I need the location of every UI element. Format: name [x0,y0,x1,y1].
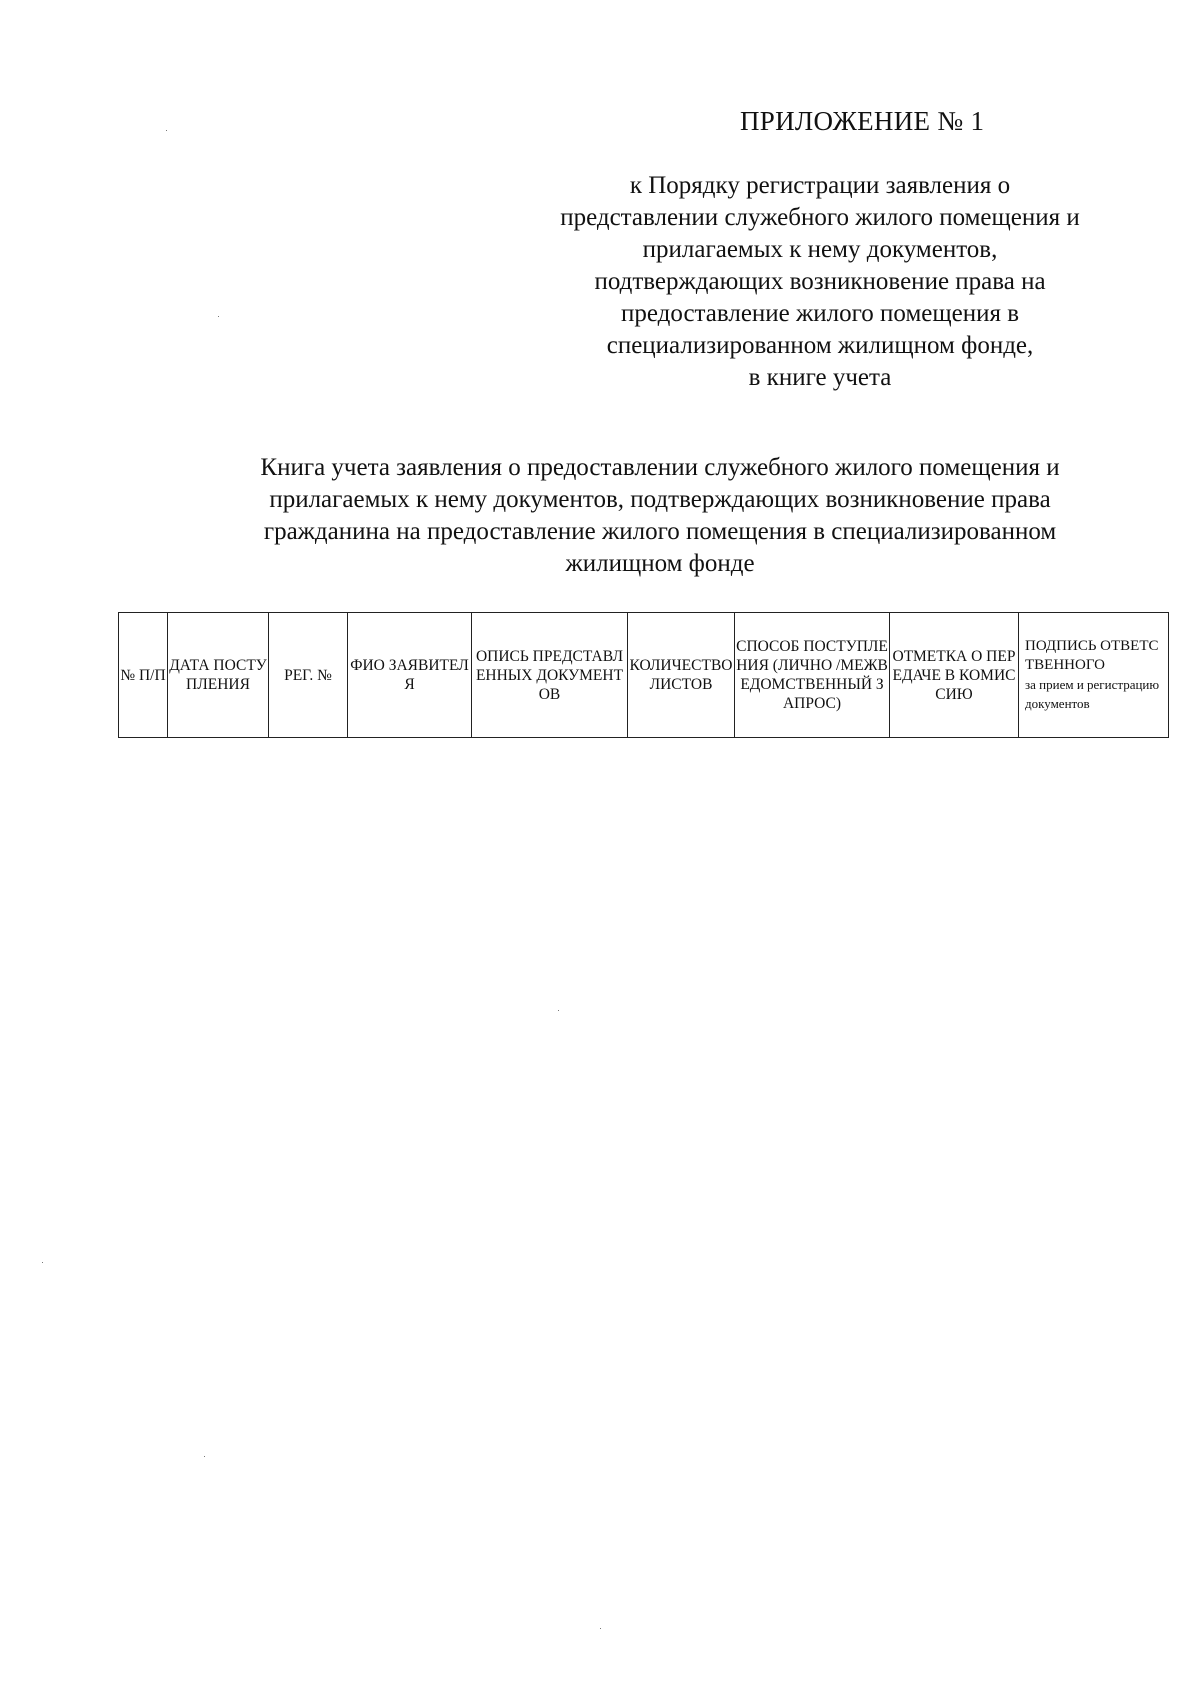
header-sheet-count: КОЛИЧЕСТВО ЛИСТОВ [628,613,735,738]
book-title-line: прилагаемых к нему документов, подтверждающих возникновение права [269,486,1051,513]
book-title-line: Книга учета заявления о предоставлении служебного жилого помещения и [260,454,1060,481]
scan-speck [204,1456,205,1457]
annex-reference [520,170,1120,394]
annex-reference-line: представлении служебного жилого помещения и [560,204,1080,231]
header-documents-inventory: ОПИСЬ ПРЕДСТАВЛЕННЫХ ДОКУМЕНТОВ [472,613,628,738]
table-header-row [119,613,1169,738]
scan-speck [558,1010,559,1011]
annex-reference-line: к Порядку регистрации заявления о [629,172,1011,199]
annex-title: ПРИЛОЖЕНИЕ № 1 [740,106,985,136]
header-responsible-signature: ПОДПИСЬ ОТВЕТСТВЕННОГО за прием и регистрацию документов [1019,613,1169,738]
annex-reference-line: в книге учета [748,364,892,391]
header-row-number: № П/П [119,613,168,738]
register-table [118,612,1169,738]
header-receipt-method: СПОСОБ ПОСТУПЛЕНИЯ (ЛИЧНО /МЕЖВЕДОМСТВЕННЫЙ ЗАПРОС) [735,613,890,738]
scan-speck [218,316,219,317]
scan-speck [166,130,167,131]
annex-reference-line: специализированном жилищном фонде, [606,332,1034,359]
book-title-line: гражданина на предоставление жилого помещения в специализированном [263,518,1057,545]
header-receipt-date: ДАТА ПОСТУПЛЕНИЯ [168,613,269,738]
book-title [175,452,1145,580]
annex-reference-line: прилагаемых к нему документов, [642,236,998,263]
header-reg-number: РЕГ. № [269,613,348,738]
annex-reference-line: предоставление жилого помещения в [620,300,1020,327]
header-applicant-name: ФИО ЗАЯВИТЕЛЯ [348,613,472,738]
header-commission-mark: ОТМЕТКА О ПЕРЕДАЧЕ В КОМИССИЮ [890,613,1019,738]
annex-reference-line: подтверждающих возникновение права на [594,268,1046,295]
scan-speck [42,1262,43,1263]
scan-speck [600,1628,601,1629]
book-title-line: жилищном фонде [565,550,755,577]
